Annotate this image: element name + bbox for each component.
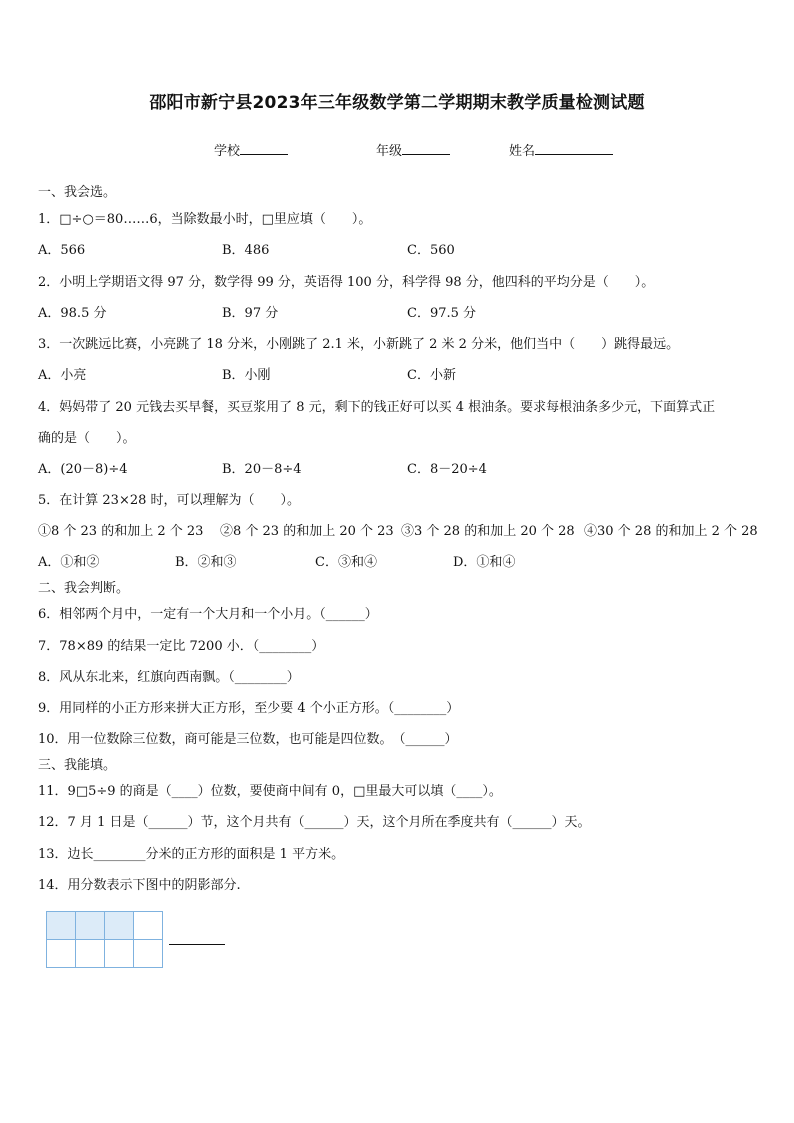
q5-statement-4: ④30 个 28 的和加上 2 个 28 bbox=[584, 524, 758, 539]
section-1-heading: 一、我会选。 bbox=[38, 185, 117, 200]
q5-statement-2: ②8 个 23 的和加上 20 个 23 bbox=[220, 524, 394, 539]
q5-option-a: A．①和② bbox=[38, 555, 100, 570]
q5-statement-1: ①8 个 23 的和加上 2 个 23 bbox=[38, 524, 204, 539]
q2-option-a: A．98.5 分 bbox=[38, 306, 107, 321]
q1-option-b: B．486 bbox=[222, 243, 270, 258]
school-label: 学校 bbox=[214, 144, 241, 159]
question-3: 3．一次跳远比赛，小亮跳了 18 分米，小刚跳了 2.1 米，小新跳了 2 米 2 分米，他们当中（ ）跳得最远。 bbox=[38, 337, 680, 352]
name-label: 姓名 bbox=[509, 144, 536, 159]
page-title: 邵阳市新宁县2023年三年级数学第二学期期末教学质量检测试题 bbox=[149, 93, 645, 113]
grid-cell bbox=[134, 912, 163, 940]
fraction-grid-figure bbox=[46, 911, 163, 968]
grid-cell bbox=[76, 940, 105, 968]
q4-option-a: A．(20－8)÷4 bbox=[38, 462, 128, 477]
grid-cell bbox=[134, 940, 163, 968]
q3-option-b: B．小刚 bbox=[222, 368, 271, 383]
grid-cell-shaded bbox=[47, 912, 76, 940]
question-9: 9．用同样的小正方形来拼大正方形，至少要 4 个小正方形。（________） bbox=[38, 701, 460, 716]
question-8: 8．风从东北来，红旗向西南飘。（________） bbox=[38, 670, 300, 685]
q4-option-c: C．8－20÷4 bbox=[407, 462, 487, 477]
q5-option-d: D．①和④ bbox=[453, 555, 516, 570]
school-blank[interactable] bbox=[240, 141, 288, 155]
question-13: 13．边长________分米的正方形的面积是 1 平方米。 bbox=[38, 847, 345, 862]
question-4-line-1: 4．妈妈带了 20 元钱去买早餐，买豆浆用了 8 元，剩下的钱正好可以买 4 根油条。要求每根油条多少元，下面算式正 bbox=[38, 400, 716, 415]
q3-option-a: A．小亮 bbox=[38, 368, 87, 383]
grid-cell-shaded bbox=[76, 912, 105, 940]
question-6: 6．相邻两个月中，一定有一个大月和一个小月。（______） bbox=[38, 607, 378, 622]
grid-cell bbox=[105, 940, 134, 968]
question-4-line-2: 确的是（ ）。 bbox=[38, 431, 136, 446]
q3-option-c: C．小新 bbox=[407, 368, 456, 383]
question-11: 11．9□5÷9 的商是（____）位数，要使商中间有 0，□里最大可以填（____）。 bbox=[38, 784, 502, 799]
question-1: 1．□÷○＝80……6，当除数最小时，□里应填（ ）。 bbox=[38, 212, 372, 227]
grid-cell bbox=[47, 940, 76, 968]
grid-cell-shaded bbox=[105, 912, 134, 940]
section-3-heading: 三、我能填。 bbox=[38, 758, 117, 773]
question-12: 12．7 月 1 日是（______）节，这个月共有（______）天，这个月所在季度共有（______）天。 bbox=[38, 815, 591, 830]
section-2-heading: 二、我会判断。 bbox=[38, 581, 130, 596]
q2-option-b: B．97 分 bbox=[222, 306, 279, 321]
question-7: 7．78×89 的结果一定比 7200 小．（________） bbox=[38, 639, 325, 654]
question-2: 2．小明上学期语文得 97 分，数学得 99 分，英语得 100 分，科学得 98 分，他四科的平均分是（ ）。 bbox=[38, 275, 655, 290]
school-field bbox=[214, 140, 288, 159]
question-5: 5．在计算 23×28 时，可以理解为（ ）。 bbox=[38, 493, 301, 508]
q5-option-c: C．③和④ bbox=[315, 555, 377, 570]
q5-statement-3: ③3 个 28 的和加上 20 个 28 bbox=[401, 524, 575, 539]
q5-option-b: B．②和③ bbox=[175, 555, 237, 570]
q14-answer-blank[interactable] bbox=[169, 944, 225, 945]
question-10: 10．用一位数除三位数，商可能是三位数，也可能是四位数。 （______） bbox=[38, 732, 458, 747]
grade-blank[interactable] bbox=[402, 141, 450, 155]
grade-field bbox=[376, 140, 450, 159]
q4-option-b: B．20－8÷4 bbox=[222, 462, 302, 477]
question-14: 14．用分数表示下图中的阴影部分. bbox=[38, 878, 241, 893]
q1-option-a: A．566 bbox=[38, 243, 86, 258]
grade-label: 年级 bbox=[376, 144, 403, 159]
name-blank[interactable] bbox=[535, 141, 613, 155]
name-field bbox=[509, 140, 613, 159]
q2-option-c: C．97.5 分 bbox=[407, 306, 477, 321]
q1-option-c: C．560 bbox=[407, 243, 455, 258]
